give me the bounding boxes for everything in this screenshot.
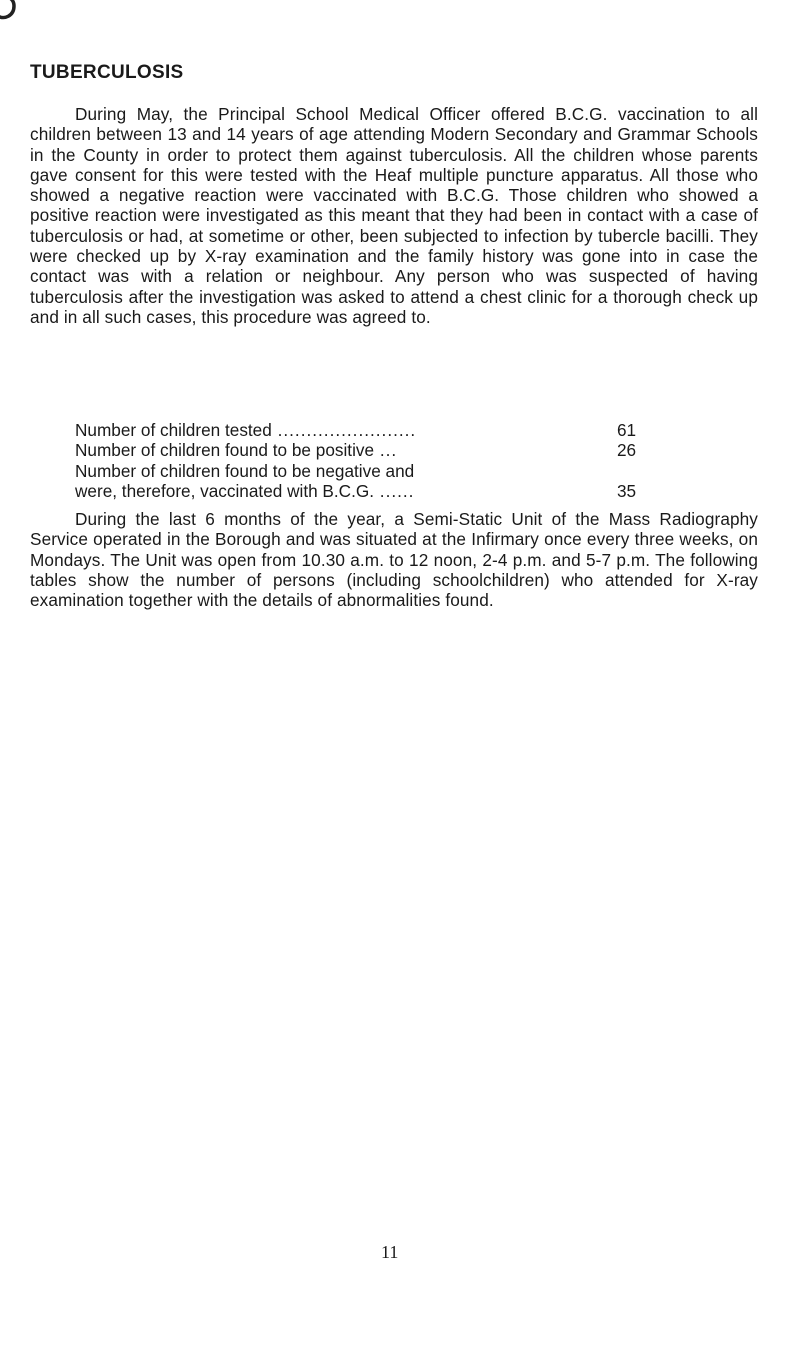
stat-row-vaccinated — [75, 481, 665, 501]
intro-paragraph: During May, the Principal School Medical Officer offered B.C.G. vaccination to all children between 13 and 14 years of age attending Modern Secondary and Grammar Schools in the County in order to protect them against tuberculosis. All the children whose parents gave consent for this were tested with the Heaf multiple puncture apparatus. All those who showed a negative reaction were vaccinated with B.C.G. Those children who showed a positive reaction were investigated as this meant that they had been in contact with a case of tuberculosis or had, at sometime or other, been subjected to infection by tubercle bacilli. They were checked up by X-ray examination and the family history was gone into in case the contact was with a relation or neighbour. Any person who was suspected of having tuberculosis after the investigation was asked to attend a chest clinic for a thorough check up and in all such cases, this procedure was agreed to. — [30, 104, 758, 327]
stat-label: Number of children tested — [75, 420, 272, 440]
stat-label: Number of children found to be positive — [75, 440, 375, 461]
stat-row-tested — [75, 420, 665, 440]
stat-value: 35 — [617, 480, 637, 501]
dot-leader: ... — [374, 440, 398, 461]
page-title: TUBERCULOSIS — [30, 62, 184, 83]
radiography-paragraph: During the last 6 months of the year, a Semi-Static Unit of the Mass Radiography Service operated in the Borough and was situated at the Infirmary once every three weeks, on Mondays. The Unit was open from 10.30 a.m. to 12 noon, 2-4 p.m. and 5-7 p.m. The following tables show the number of persons (including schoolchildren) who attended for X-ray examination together with the details of abnormalities found. — [30, 509, 758, 611]
stat-label: Number of children found to be negative and — [75, 460, 415, 481]
vaccination-statistics — [75, 420, 665, 501]
dot-leader: ........................ — [271, 420, 417, 440]
stat-label: were, therefore, vaccinated with B.C.G. — [75, 480, 375, 501]
stat-value: 61 — [617, 420, 637, 440]
stat-row-positive — [75, 440, 665, 460]
page-number: 11 — [381, 1242, 399, 1262]
stat-row-negative — [75, 461, 665, 481]
corner-mark-icon — [0, 0, 18, 22]
dot-leader: ...... — [374, 480, 415, 501]
stat-value: 26 — [617, 440, 637, 461]
